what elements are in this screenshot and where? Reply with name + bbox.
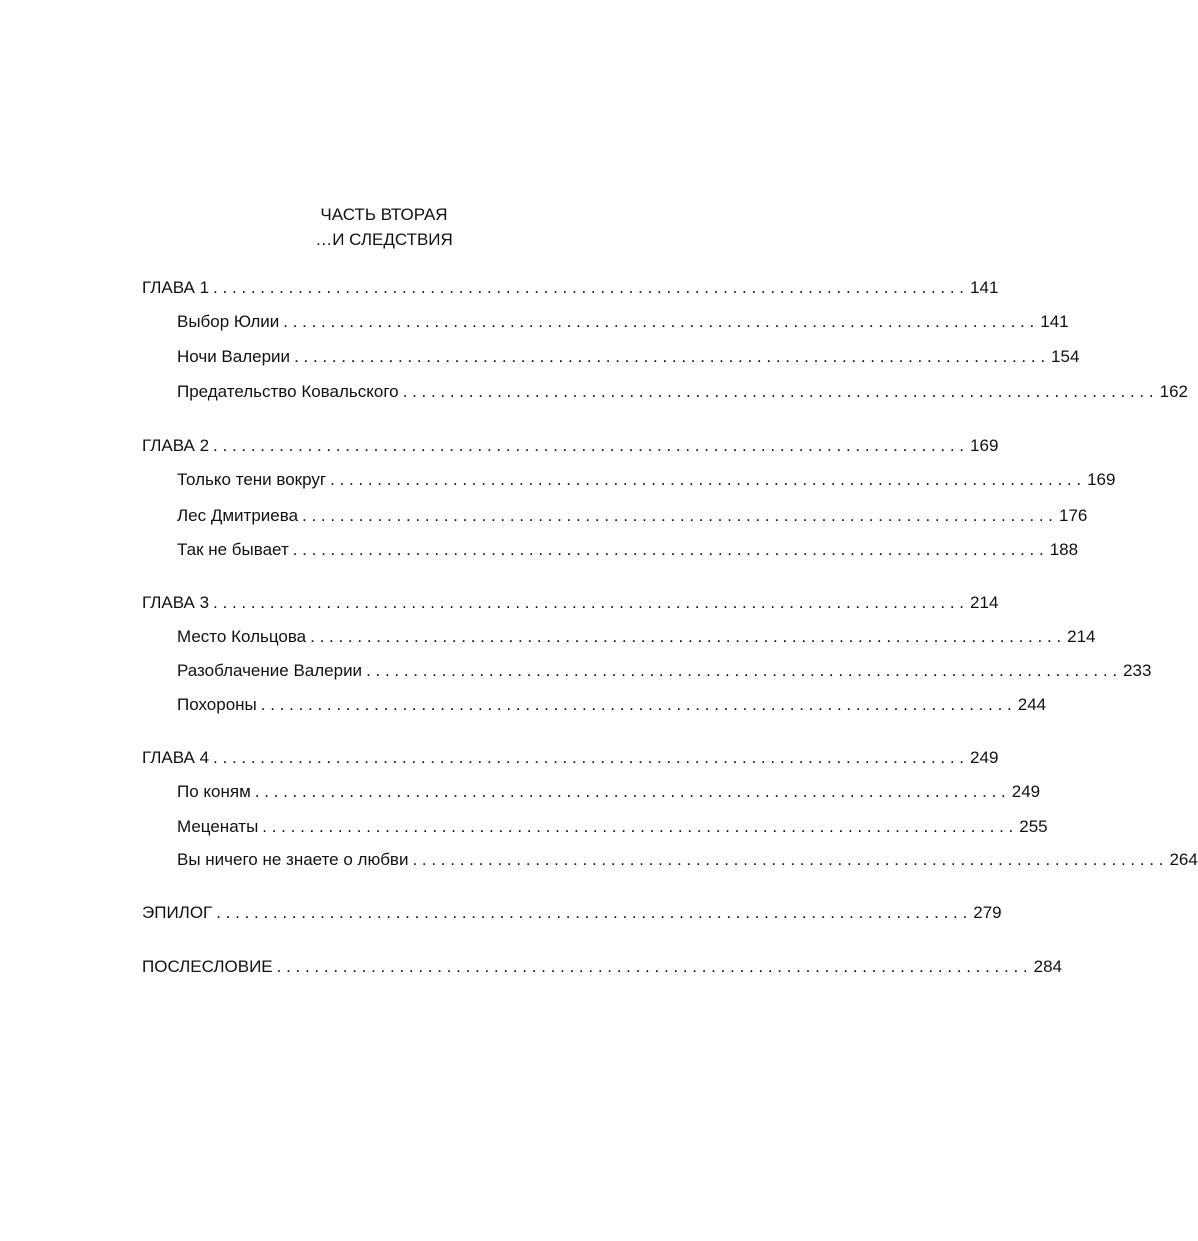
dot-leader: . . . . . . . . . . . . . . . . . . . . . . . . . . . . . . . . . . . . . . . . . . . . . . . . . . . . . . . . . . . . . . . . . . . . . . . . . . . . . . . . (260, 695, 1012, 714)
toc-entry-page-number: 249 (1011, 782, 1041, 801)
toc-section-entry[interactable] (177, 504, 1088, 528)
toc-entry-title: Выбор Юлии (177, 312, 280, 331)
toc-entry-title: Меценаты (177, 817, 259, 836)
toc-entry-page-number: 169 (970, 436, 999, 455)
toc-entry-title: Ночи Валерии (177, 347, 291, 366)
toc-entry-title: Место Кольцова (177, 627, 307, 646)
dot-leader: . . . . . . . . . . . . . . . . . . . . . . . . . . . . . . . . . . . . . . . . . . . . . . . . . . . . . . . . . . . . . . . . . . . . . . . . . . . . . . . . (262, 817, 1014, 836)
dot-leader: . . . . . . . . . . . . . . . . . . . . . . . . . . . . . . . . . . . . . . . . . . . . . . . . . . . . . . . . . . . . . . . . . . . . . . . . . . . . . . . . (213, 436, 965, 455)
toc-section-entry[interactable] (177, 693, 1047, 717)
toc-entry-page-number: 249 (970, 748, 999, 767)
dot-leader: . . . . . . . . . . . . . . . . . . . . . . . . . . . . . . . . . . . . . . . . . . . . . . . . . . . . . . . . . . . . . . . . . . . . . . . . . . . . . . . . (213, 278, 965, 297)
dot-leader: . . . . . . . . . . . . . . . . . . . . . . . . . . . . . . . . . . . . . . . . . . . . . . . . . . . . . . . . . . . . . . . . . . . . . . . . . . . . . . . . (310, 627, 1062, 646)
toc-chapter-entry[interactable] (142, 276, 999, 300)
toc-entry-page-number: 264 (1169, 850, 1198, 869)
toc-entry-title: ГЛАВА 4 (142, 748, 210, 767)
toc-entry-title: Только тени вокруг (177, 470, 327, 489)
toc-entry-page-number: 188 (1049, 540, 1079, 559)
toc-entry-page-number: 233 (1123, 661, 1152, 680)
toc-entry-title: Вы ничего не знаете о любви (177, 850, 409, 869)
dot-leader: . . . . . . . . . . . . . . . . . . . . . . . . . . . . . . . . . . . . . . . . . . . . . . . . . . . . . . . . . . . . . . . . . . . . . . . . . . . . . . . . (216, 903, 968, 922)
dot-leader: . . . . . . . . . . . . . . . . . . . . . . . . . . . . . . . . . . . . . . . . . . . . . . . . . . . . . . . . . . . . . . . . . . . . . . . . . . . . . . . . (302, 506, 1054, 525)
toc-entry-title: Так не бывает (177, 540, 289, 559)
dot-leader: . . . . . . . . . . . . . . . . . . . . . . . . . . . . . . . . . . . . . . . . . . . . . . . . . . . . . . . . . . . . . . . . . . . . . . . . . . . . . . . . (283, 312, 1035, 331)
toc-chapter-entry[interactable] (142, 746, 999, 770)
dot-leader: . . . . . . . . . . . . . . . . . . . . . . . . . . . . . . . . . . . . . . . . . . . . . . . . . . . . . . . . . . . . . . . . . . . . . . . . . . . . . . . . (292, 540, 1044, 559)
dot-leader: . . . . . . . . . . . . . . . . . . . . . . . . . . . . . . . . . . . . . . . . . . . . . . . . . . . . . . . . . . . . . . . . . . . . . . . . . . . . . . . . (330, 470, 1082, 489)
toc-entry-title: Похороны (177, 695, 257, 714)
toc-section-entry[interactable] (177, 345, 1080, 369)
toc-entry-title: Лес Дмитриева (177, 506, 299, 525)
toc-entry-page-number: 141 (970, 278, 999, 297)
toc-entry-page-number: 141 (1040, 312, 1069, 331)
dot-leader: . . . . . . . . . . . . . . . . . . . . . . . . . . . . . . . . . . . . . . . . . . . . . . . . . . . . . . . . . . . . . . . . . . . . . . . . . . . . . . . . (254, 782, 1006, 801)
toc-section-entry[interactable] (177, 780, 1041, 804)
toc-entry-page-number: 169 (1087, 470, 1116, 489)
toc-entry-title: ГЛАВА 2 (142, 436, 210, 455)
toc-entry-page-number: 154 (1051, 347, 1080, 366)
toc-entry-page-number: 284 (1033, 957, 1062, 976)
toc-entry-title: Разоблачение Валерии (177, 661, 363, 680)
toc-section-entry[interactable] (177, 815, 1048, 839)
toc-section-entry[interactable] (177, 538, 1079, 562)
toc-section-entry[interactable] (177, 310, 1069, 334)
toc-section-entry[interactable] (177, 659, 1152, 683)
part-subtitle: …И СЛЕДСТВИЯ (315, 230, 453, 249)
toc-entry-title: ЭПИЛОГ (142, 903, 213, 922)
dot-leader: . . . . . . . . . . . . . . . . . . . . . . . . . . . . . . . . . . . . . . . . . . . . . . . . . . . . . . . . . . . . . . . . . . . . . . . . . . . . . . . . (276, 957, 1028, 976)
part-title: ЧАСТЬ ВТОРАЯ (320, 205, 448, 224)
toc-chapter-entry[interactable] (142, 591, 999, 615)
toc-entry-title: По коням (177, 782, 251, 801)
toc-section-entry[interactable] (177, 625, 1096, 649)
dot-leader: . . . . . . . . . . . . . . . . . . . . . . . . . . . . . . . . . . . . . . . . . . . . . . . . . . . . . . . . . . . . . . . . . . . . . . . . . . . . . . . . (412, 850, 1164, 869)
dot-leader: . . . . . . . . . . . . . . . . . . . . . . . . . . . . . . . . . . . . . . . . . . . . . . . . . . . . . . . . . . . . . . . . . . . . . . . . . . . . . . . . (366, 661, 1118, 680)
toc-section-entry[interactable] (177, 380, 1188, 404)
toc-entry-page-number: 162 (1159, 382, 1188, 401)
dot-leader: . . . . . . . . . . . . . . . . . . . . . . . . . . . . . . . . . . . . . . . . . . . . . . . . . . . . . . . . . . . . . . . . . . . . . . . . . . . . . . . . (213, 593, 965, 612)
dot-leader: . . . . . . . . . . . . . . . . . . . . . . . . . . . . . . . . . . . . . . . . . . . . . . . . . . . . . . . . . . . . . . . . . . . . . . . . . . . . . . . . (213, 748, 965, 767)
toc-entry-title: Предательство Ковальского (177, 382, 399, 401)
toc-chapter-entry[interactable] (142, 901, 1002, 925)
dot-leader: . . . . . . . . . . . . . . . . . . . . . . . . . . . . . . . . . . . . . . . . . . . . . . . . . . . . . . . . . . . . . . . . . . . . . . . . . . . . . . . . (402, 382, 1154, 401)
toc-entry-title: ПОСЛЕСЛОВИЕ (142, 957, 273, 976)
toc-entry-page-number: 279 (973, 903, 1002, 922)
toc-section-entry[interactable] (177, 848, 1198, 872)
toc-entry-title: ГЛАВА 3 (142, 593, 210, 612)
toc-entry-page-number: 214 (970, 593, 999, 612)
toc-section-entry[interactable] (177, 468, 1116, 492)
toc-entry-page-number: 214 (1067, 627, 1096, 646)
toc-entry-page-number: 244 (1017, 695, 1047, 714)
toc-entry-page-number: 255 (1019, 817, 1048, 836)
toc-entry-title: ГЛАВА 1 (142, 278, 210, 297)
toc-chapter-entry[interactable] (142, 955, 1062, 979)
toc-chapter-entry[interactable] (142, 434, 999, 458)
toc-entry-page-number: 176 (1059, 506, 1088, 525)
dot-leader: . . . . . . . . . . . . . . . . . . . . . . . . . . . . . . . . . . . . . . . . . . . . . . . . . . . . . . . . . . . . . . . . . . . . . . . . . . . . . . . . (294, 347, 1046, 366)
